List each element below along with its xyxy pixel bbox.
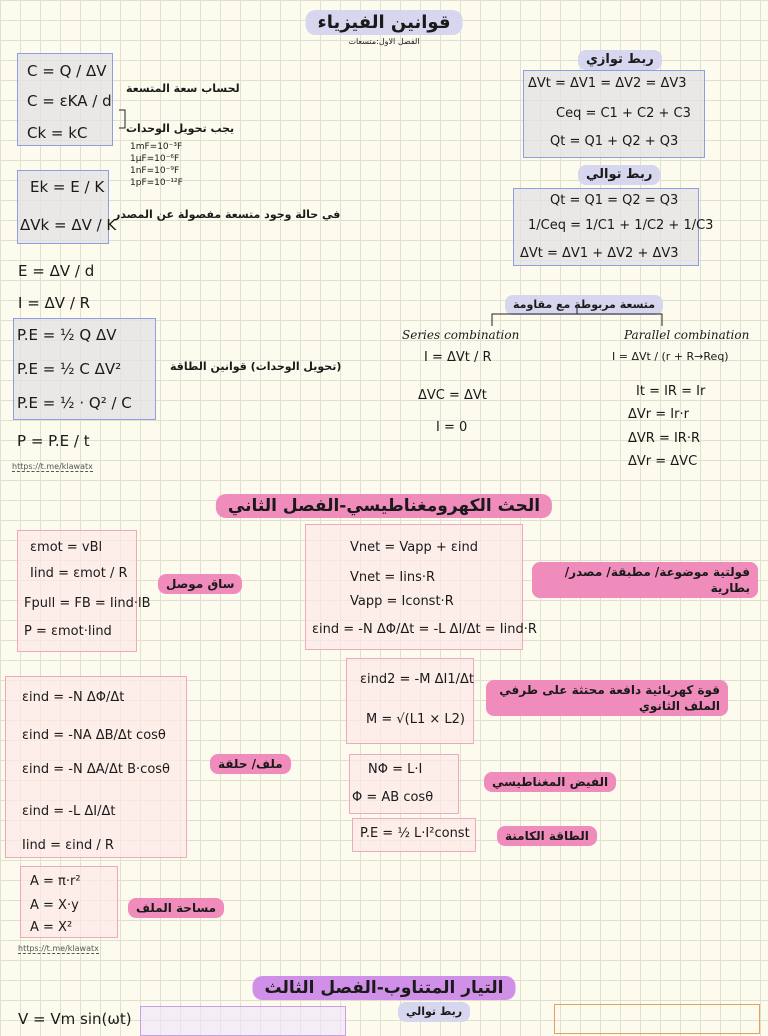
energy-eq-2: P.E = ½ C ΔV² bbox=[17, 360, 122, 378]
units-note: يجب تحويل الوحدات bbox=[126, 122, 235, 135]
flux-eq-2: Φ = AB cosθ bbox=[352, 790, 434, 805]
parallel-title: ربط توازي bbox=[578, 50, 662, 70]
series-eq-1: Qt = Q1 = Q2 = Q3 bbox=[550, 193, 679, 208]
current-eq: I = ΔV / R bbox=[18, 294, 91, 312]
area-tag: مساحة الملف bbox=[128, 898, 224, 918]
capacitance-eq-3: Ck = kC bbox=[27, 124, 88, 142]
dielectric-eq-1: Ek = E / K bbox=[30, 178, 105, 196]
unit-mf: 1mF=10⁻³F bbox=[130, 142, 183, 152]
field-eq: E = ΔV / d bbox=[18, 262, 95, 280]
parallel-rc-eq-4: ΔVR = IR·R bbox=[628, 431, 701, 446]
power-eq: P = P.E / t bbox=[17, 432, 90, 450]
motional-eq-2: Iind = εmot / R bbox=[30, 566, 128, 581]
energy-eq-1: P.E = ½ Q ΔV bbox=[17, 326, 117, 344]
section3-series-title: ربط توالي bbox=[398, 1002, 470, 1022]
stored-eq: P.E = ½ L·I²const bbox=[360, 826, 470, 841]
voltage-eq-4: εind = -N ΔΦ/Δt = -L ΔI/Δt = Iind·R bbox=[312, 622, 537, 637]
section3-purple-box bbox=[140, 1006, 346, 1036]
flux-eq-1: NΦ = L·I bbox=[368, 762, 423, 777]
mutual-tag: قوة كهربائية دافعة محتثة على طرفي الملف الثانوي bbox=[486, 680, 728, 716]
coil-eq-3: εind = -N ΔA/Δt B·cosθ bbox=[22, 762, 171, 777]
area-eq-3: A = X² bbox=[30, 920, 73, 935]
coil-eq-2: εind = -NA ΔB/Δt cosθ bbox=[22, 728, 166, 743]
capacitance-note: لحساب سعة المتسعة bbox=[126, 82, 240, 95]
coil-eq-1: εind = -N ΔΦ/Δt bbox=[22, 690, 125, 705]
series-rc-eq-3: I = 0 bbox=[436, 420, 468, 435]
section3-title: التيار المتناوب-الفصل الثالث bbox=[253, 976, 516, 1000]
series-rc-eq-1: I = ΔVt / R bbox=[424, 350, 492, 365]
coil-eq-5: Iind = εind / R bbox=[22, 838, 114, 853]
series-rc-eq-2: ΔVC = ΔVt bbox=[418, 388, 487, 403]
motional-eq-3: Fpull = FB = Iind·lB bbox=[24, 596, 151, 611]
stored-tag: الطاقة الكامنة bbox=[497, 826, 597, 846]
mutual-eq-1: εind2 = -M ΔI1/Δt bbox=[360, 672, 474, 687]
parallel-rc-eq-3: ΔVr = Ir·r bbox=[628, 407, 689, 422]
area-eq-2: A = X·y bbox=[30, 898, 79, 913]
mutual-box bbox=[346, 658, 474, 744]
series-title: ربط توالي bbox=[578, 165, 660, 185]
motional-tag: ساق موصل bbox=[158, 574, 242, 594]
resistor-title: متسعة مربوطة مع مقاومة bbox=[505, 295, 663, 315]
series-eq-2: 1/Ceq = 1/C1 + 1/C2 + 1/C3 bbox=[528, 218, 714, 233]
dielectric-eq-2: ΔVk = ΔV / K bbox=[20, 216, 117, 234]
voltage-eq-3: Vapp = Iconst·R bbox=[350, 594, 454, 609]
dielectric-note: في حالة وجود متسعة مفصولة عن المصدر bbox=[114, 208, 341, 221]
parallel-eq-3: Qt = Q1 + Q2 + Q3 bbox=[550, 134, 679, 149]
voltage-eq-2: Vnet = Iins·R bbox=[350, 570, 436, 585]
capacitance-eq-2: C = εKA / d bbox=[27, 92, 112, 110]
voltage-tag: فولتية موضوعة/ مطبقة/ مصدر/ بطارية bbox=[532, 562, 758, 598]
page-subtitle: الفصل الاول:متسعات bbox=[348, 37, 420, 46]
telegram-link-2[interactable]: https://t.me/klawatx bbox=[18, 944, 99, 953]
parallel-rc-eq-1: I = ΔVt / (r + R→Req) bbox=[612, 350, 729, 363]
section2-title: الحث الكهرومغناطيسي-الفصل الثاني bbox=[216, 494, 552, 518]
parallel-rc-eq-2: It = IR = Ir bbox=[636, 384, 706, 399]
voltage-eq-1: Vnet = Vapp + εind bbox=[350, 540, 479, 555]
section3-formula: V = Vm sin(ωt) bbox=[18, 1010, 132, 1028]
section3-peach-box bbox=[554, 1004, 760, 1034]
telegram-link-1[interactable]: https://t.me/klawatx bbox=[12, 462, 93, 471]
series-eq-3: ΔVt = ΔV1 + ΔV2 + ΔV3 bbox=[520, 246, 679, 261]
parallel-eq-1: ΔVt = ΔV1 = ΔV2 = ΔV3 bbox=[528, 76, 687, 91]
coil-tag: ملف/ حلقة bbox=[210, 754, 291, 774]
motional-eq-4: P = εmot·Iind bbox=[24, 624, 112, 639]
mutual-eq-2: M = √(L1 × L2) bbox=[366, 712, 465, 727]
parallel-eq-2: Ceq = C1 + C2 + C3 bbox=[556, 106, 691, 121]
coil-eq-4: εind = -L ΔI/Δt bbox=[22, 804, 116, 819]
capacitance-eq-1: C = Q / ΔV bbox=[27, 62, 107, 80]
energy-note: (تحويل الوحدات) قوانين الطاقة bbox=[170, 360, 342, 373]
parallel-rc-eq-5: ΔVr = ΔVC bbox=[628, 454, 698, 469]
page-title: قوانين الفيزياء bbox=[306, 10, 463, 35]
parallel-combination-label: Parallel combination bbox=[624, 328, 750, 342]
flux-tag: الفيض المغناطيسي bbox=[484, 772, 616, 792]
area-eq-1: A = π·r² bbox=[30, 874, 81, 889]
series-combination-label: Series combination bbox=[402, 328, 520, 342]
unit-uf: 1μF=10⁻⁶F bbox=[130, 154, 180, 164]
unit-pf: 1pF=10⁻¹²F bbox=[130, 178, 183, 188]
energy-eq-3: P.E = ½ · Q² / C bbox=[17, 394, 132, 412]
unit-nf: 1nF=10⁻⁹F bbox=[130, 166, 180, 176]
motional-eq-1: εmot = vBl bbox=[30, 540, 103, 555]
